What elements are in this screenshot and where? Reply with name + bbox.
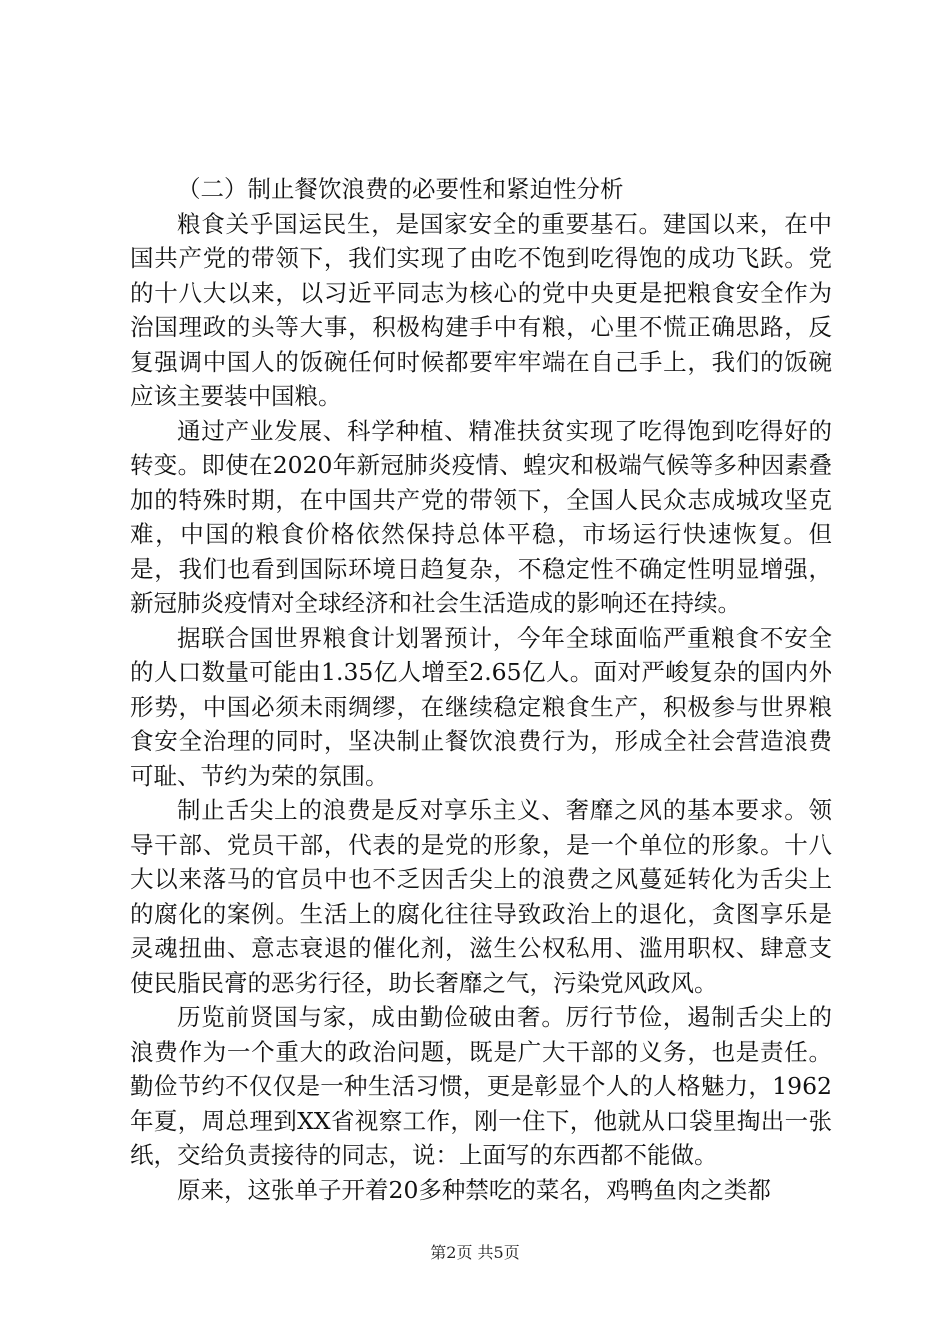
paragraph-5: 历览前贤国与家，成由勤俭破由奢。厉行节俭，遏制舌尖上的浪费作为一个重大的政治问题，既是广大干部的义务，也是责任。勤俭节约不仅仅是一种生活习惯，更是彰显个人的人格魅力，1962年夏，周总理到XX省视察工作，刚一住下，他就从口袋里掏出一张纸，交给负责接待的同志，说：上面写的东西都不能做。 — [130, 1003, 832, 1169]
paragraph-4: 制止舌尖上的浪费是反对享乐主义、奢靡之风的基本要求。领导干部、党员干部，代表的是党的形象，是一个单位的形象。十八大以来落马的官员中也不乏因舌尖上的浪费之风蔓延转化为舌尖上的腐化的案例。生活上的腐化往往导致政治上的退化，贪图享乐是灵魂扭曲、意志衰退的催化剂，滋生公权私用、滥用职权、肆意支使民脂民膏的恶劣行径，助长奢靡之气，污染党风政风。 — [130, 796, 832, 997]
document-body — [130, 172, 832, 1207]
paragraph-6: 原来，这张单子开着20多种禁吃的菜名，鸡鸭鱼肉之类都 — [177, 1175, 771, 1204]
section-heading: （二）制止餐饮浪费的必要性和紧迫性分析 — [177, 175, 624, 203]
paragraph-1: 粮食关乎国运民生，是国家安全的重要基石。建国以来，在中国共产党的带领下，我们实现了由吃不饱到吃得饱的成功飞跃。党的十八大以来，以习近平同志为核心的党中央更是把粮食安全作为治国理政的头等大事，积极构建手中有粮，心里不慌正确思路，反复强调中国人的饭碗任何时候都要牢牢端在自己手上，我们的饭碗应该主要装中国粮。 — [130, 209, 832, 410]
paragraph-2: 通过产业发展、科学种植、精准扶贫实现了吃得饱到吃得好的转变。即使在2020年新冠肺炎疫情、蝗灾和极端气候等多种因素叠加的特殊时期，在中国共产党的带领下，全国人民众志成城攻坚克难，中国的粮食价格依然保持总体平稳，市场运行快速恢复。但是，我们也看到国际环境日趋复杂，不稳定性不确定性明显增强，新冠肺炎疫情对全球经济和社会生活造成的影响还在持续。 — [130, 416, 832, 617]
page-footer: 第2页 共5页 — [430, 1243, 520, 1262]
paragraph-3: 据联合国世界粮食计划署预计，今年全球面临严重粮食不安全的人口数量可能由1.35亿人增至2.65亿人。面对严峻复杂的国内外形势，中国必须未雨绸缪，在继续稳定粮食生产，积极参与世界粮食安全治理的同时，坚决制止餐饮浪费行为，形成全社会营造浪费可耻、节约为荣的氛围。 — [130, 623, 832, 790]
